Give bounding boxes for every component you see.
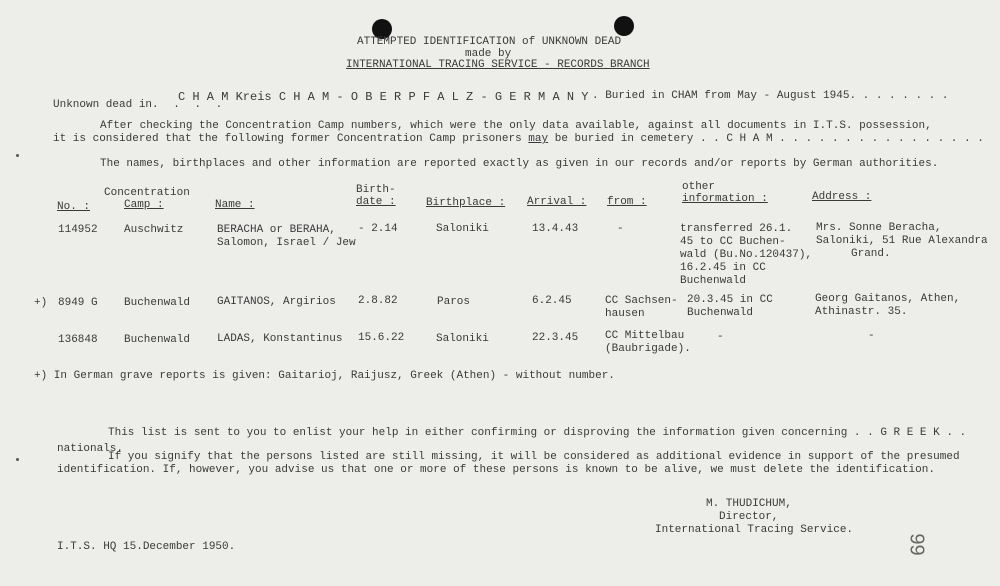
document-subtitle: made by — [465, 48, 512, 60]
margin-mark — [16, 458, 19, 461]
header-no: No. : — [57, 201, 91, 213]
header-arrival: Arrival : — [527, 196, 587, 208]
intro-may: may — [528, 133, 549, 145]
row-from-2: (Baubrigade). — [605, 343, 691, 355]
row-from-1: - — [617, 223, 624, 235]
location-prefix: Unknown dead in — [53, 99, 153, 111]
footnote: +) In German grave reports is given: Gaitarioj, Raijusz, Greek (Athen) - without number. — [34, 370, 615, 382]
header-camp-1: Concentration — [104, 187, 190, 199]
row-other-1: - — [717, 331, 724, 343]
row-from-2: hausen — [605, 308, 645, 320]
row-birthdate: - 2.14 — [358, 223, 398, 235]
row-camp: Buchenwald — [124, 334, 191, 346]
row-name-1: BERACHA or BERAHA, — [217, 224, 336, 236]
closing-line-1: This list is sent to you to enlist your help in either confirming or disproving the information given concerning . . G R E E K . . — [108, 427, 967, 439]
location-leader-dots: . . . . — [152, 99, 227, 111]
row-arrival: 13.4.43 — [532, 223, 579, 235]
closing-line-4: identification. If, however, you advise us that one or more of these persons is known to be alive, we must delete the identification. — [57, 464, 935, 476]
row-address-3: Grand. — [851, 248, 891, 260]
header-birthdate-2: date : — [356, 196, 396, 208]
header-name: Name : — [215, 199, 255, 211]
location-place: C H A M Kreis C H A M - O B E R P F A L Z - G E R M A N Y — [178, 90, 589, 104]
row-from-1: CC Sachsen- — [605, 295, 678, 307]
issuing-branch: INTERNATIONAL TRACING SERVICE - RECORDS BRANCH — [346, 59, 650, 71]
row-other-3: wald (Bu.No.120437), — [680, 249, 813, 261]
signature-org: International Tracing Service. — [655, 524, 854, 536]
signature-title: Director, — [719, 511, 779, 523]
intro-line-2 — [53, 133, 984, 145]
row-arrival: 6.2.45 — [532, 295, 572, 307]
row-birthplace: Paros — [437, 296, 471, 308]
closing-line-2: nationals. — [57, 443, 124, 455]
row-other-2: Buchenwald — [687, 307, 754, 319]
row-address-1: Georg Gaitanos, Athen, — [815, 293, 961, 305]
row-arrival: 22.3.45 — [532, 332, 579, 344]
row-other-2: 45 to CC Buchen- — [680, 236, 786, 248]
row-name-2: Salomon, Israel / Jew — [217, 237, 356, 249]
header-from: from : — [607, 196, 647, 208]
intro-line-3: The names, birthplaces and other information are reported exactly as given in our records and/or reports by German authorities. — [100, 158, 939, 170]
row-birthdate: 15.6.22 — [358, 332, 405, 344]
row-camp: Auschwitz — [124, 224, 184, 236]
signature-name: M. THUDICHUM, — [706, 498, 792, 510]
row-no: 136848 — [58, 334, 98, 346]
row-birthplace: Saloniki — [436, 333, 489, 345]
header-birthplace: Birthplace : — [426, 197, 506, 209]
intro-line-2-b: be buried in cemetery . . C H A M . . . . . . . . . . . . . . . . — [554, 133, 984, 145]
intro-line-2-a: it is considered that the following former Concentration Camp prisoners — [53, 133, 522, 145]
row-from-1: CC Mittelbau — [605, 330, 685, 342]
location-burial: . Buried in CHAM from May - August 1945. . . . . . . . — [592, 90, 949, 102]
header-other-1: other — [682, 181, 716, 193]
document-title: ATTEMPTED IDENTIFICATION of UNKNOWN DEAD — [357, 36, 622, 48]
row-address-1: - — [868, 330, 875, 342]
row-name-1: GAITANOS, Argirios — [217, 296, 336, 308]
row-address-2: Saloniki, 51 Rue Alexandra — [816, 235, 988, 247]
row-other-1: 20.3.45 in CC — [687, 294, 773, 306]
row-other-4: 16.2.45 in CC — [680, 262, 766, 274]
intro-line-1: After checking the Concentration Camp numbers, which were the only data available, against all documents in I.T.S. possession, — [100, 120, 932, 132]
row-other-1: transferred 26.1. — [680, 223, 793, 235]
header-camp-2: Camp : — [124, 199, 164, 211]
row-no: 114952 — [58, 224, 98, 236]
header-other-2: information : — [682, 193, 768, 205]
row-camp: Buchenwald — [124, 297, 191, 309]
row-no: 8949 G — [58, 297, 98, 309]
row-mark: +) — [34, 297, 48, 309]
footer-reference: I.T.S. HQ 15.December 1950. — [57, 541, 236, 553]
row-birthdate: 2.8.82 — [358, 295, 398, 307]
row-name-1: LADAS, Konstantinus — [217, 333, 343, 345]
header-address: Address : — [812, 191, 872, 203]
punch-hole-right — [614, 16, 634, 36]
header-birthdate-1: Birth- — [356, 184, 396, 196]
page-number: 99 — [905, 533, 928, 556]
row-address-1: Mrs. Sonne Beracha, — [816, 222, 942, 234]
row-address-2: Athinastr. 35. — [815, 306, 908, 318]
closing-line-3: If you signify that the persons listed are still missing, it will be considered as additional evidence in support of the presumed — [108, 451, 960, 463]
row-birthplace: Saloniki — [436, 223, 489, 235]
margin-mark — [16, 154, 19, 157]
row-other-5: Buchenwald — [680, 275, 747, 287]
